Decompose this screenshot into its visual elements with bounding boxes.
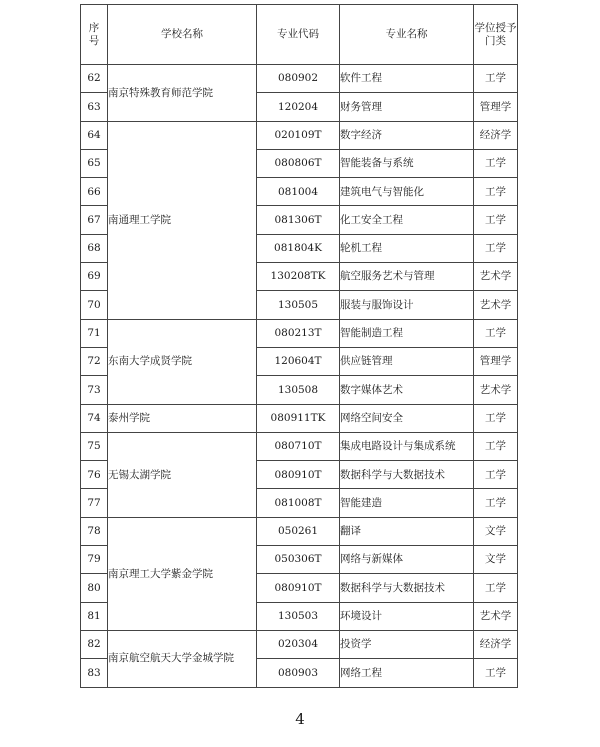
- table-body: [81, 65, 518, 688]
- row-major: 服装与服饰设计: [340, 291, 474, 319]
- row-code: 081004: [257, 178, 340, 206]
- row-seq: 73: [81, 376, 108, 404]
- row-degree: 工学: [474, 461, 518, 489]
- row-major: 财务管理: [340, 93, 474, 121]
- row-code: 050261: [257, 517, 340, 545]
- row-school: 东南大学成贤学院: [108, 319, 257, 404]
- row-code: 130208TK: [257, 263, 340, 291]
- row-major: 投资学: [340, 630, 474, 658]
- row-degree: 艺术学: [474, 602, 518, 630]
- page-number: 4: [295, 710, 305, 728]
- row-degree: 经济学: [474, 121, 518, 149]
- row-major: 翻译: [340, 517, 474, 545]
- row-school: 南京特殊教育师范学院: [108, 65, 257, 122]
- row-major: 智能装备与系统: [340, 149, 474, 177]
- row-seq: 67: [81, 206, 108, 234]
- row-seq: 74: [81, 404, 108, 432]
- row-degree: 工学: [474, 574, 518, 602]
- header-seq-line1: 序: [88, 21, 100, 34]
- header-seq: [81, 5, 108, 65]
- table-row: [81, 319, 518, 347]
- row-major: 数据科学与大数据技术: [340, 461, 474, 489]
- row-major: 网络与新媒体: [340, 546, 474, 574]
- row-degree: 文学: [474, 517, 518, 545]
- row-seq: 66: [81, 178, 108, 206]
- table-row: [81, 630, 518, 658]
- row-seq: 64: [81, 121, 108, 149]
- header-degree: [474, 5, 518, 65]
- header-row: [81, 5, 518, 65]
- row-major: 智能制造工程: [340, 319, 474, 347]
- row-major: 集成电路设计与集成系统: [340, 432, 474, 460]
- row-code: 080911TK: [257, 404, 340, 432]
- row-seq: 83: [81, 659, 108, 687]
- header-degree-line2: 门类: [485, 34, 506, 47]
- row-seq: 69: [81, 263, 108, 291]
- row-major: 数据科学与大数据技术: [340, 574, 474, 602]
- row-seq: 76: [81, 461, 108, 489]
- table-row: [81, 404, 518, 432]
- row-seq: 81: [81, 602, 108, 630]
- row-degree: 工学: [474, 319, 518, 347]
- row-major: 环境设计: [340, 602, 474, 630]
- row-seq: 82: [81, 630, 108, 658]
- row-code: 080806T: [257, 149, 340, 177]
- row-code: 020304: [257, 630, 340, 658]
- row-major: 软件工程: [340, 65, 474, 93]
- row-seq: 75: [81, 432, 108, 460]
- row-major: 数字媒体艺术: [340, 376, 474, 404]
- row-school: 泰州学院: [108, 404, 257, 432]
- row-degree: 工学: [474, 149, 518, 177]
- row-seq: 71: [81, 319, 108, 347]
- row-code: 130505: [257, 291, 340, 319]
- row-code: 050306T: [257, 546, 340, 574]
- row-degree: 艺术学: [474, 291, 518, 319]
- majors-table: [80, 4, 518, 688]
- row-school: 无锡太湖学院: [108, 432, 257, 517]
- row-code: 081804K: [257, 234, 340, 262]
- table-row: [81, 121, 518, 149]
- row-seq: 80: [81, 574, 108, 602]
- row-seq: 77: [81, 489, 108, 517]
- table-header: [81, 5, 518, 65]
- row-school: 南京理工大学紫金学院: [108, 517, 257, 630]
- row-degree: 工学: [474, 206, 518, 234]
- row-code: 081008T: [257, 489, 340, 517]
- row-degree: 艺术学: [474, 376, 518, 404]
- row-degree: 工学: [474, 659, 518, 687]
- row-school: 南通理工学院: [108, 121, 257, 319]
- row-major: 数字经济: [340, 121, 474, 149]
- row-code: 130508: [257, 376, 340, 404]
- row-seq: 79: [81, 546, 108, 574]
- row-degree: 工学: [474, 404, 518, 432]
- row-code: 081306T: [257, 206, 340, 234]
- row-degree: 工学: [474, 234, 518, 262]
- row-code: 080910T: [257, 461, 340, 489]
- row-degree: 工学: [474, 178, 518, 206]
- row-seq: 70: [81, 291, 108, 319]
- row-seq: 63: [81, 93, 108, 121]
- row-seq: 72: [81, 347, 108, 375]
- row-code: 120604T: [257, 347, 340, 375]
- row-code: 020109T: [257, 121, 340, 149]
- row-major: 轮机工程: [340, 234, 474, 262]
- row-degree: 工学: [474, 489, 518, 517]
- row-degree: 管理学: [474, 347, 518, 375]
- row-code: 080910T: [257, 574, 340, 602]
- table-row: [81, 432, 518, 460]
- row-code: 130503: [257, 602, 340, 630]
- header-major: 专业名称: [340, 5, 474, 65]
- row-major: 航空服务艺术与管理: [340, 263, 474, 291]
- row-major: 建筑电气与智能化: [340, 178, 474, 206]
- row-major: 供应链管理: [340, 347, 474, 375]
- row-degree: 文学: [474, 546, 518, 574]
- table-row: [81, 65, 518, 93]
- row-seq: 78: [81, 517, 108, 545]
- row-degree: 艺术学: [474, 263, 518, 291]
- row-degree: 管理学: [474, 93, 518, 121]
- row-seq: 65: [81, 149, 108, 177]
- row-degree: 工学: [474, 432, 518, 460]
- header-seq-line2: 号: [88, 34, 100, 47]
- header-degree-line1: 学位授予: [474, 21, 517, 34]
- row-code: 080902: [257, 65, 340, 93]
- row-code: 080213T: [257, 319, 340, 347]
- row-degree: 工学: [474, 65, 518, 93]
- row-major: 网络工程: [340, 659, 474, 687]
- row-code: 080710T: [257, 432, 340, 460]
- header-code: 专业代码: [257, 5, 340, 65]
- row-code: 120204: [257, 93, 340, 121]
- row-degree: 经济学: [474, 630, 518, 658]
- row-school: 南京航空航天大学金城学院: [108, 630, 257, 687]
- row-seq: 62: [81, 65, 108, 93]
- table-row: [81, 517, 518, 545]
- row-code: 080903: [257, 659, 340, 687]
- row-major: 智能建造: [340, 489, 474, 517]
- row-seq: 68: [81, 234, 108, 262]
- row-major: 化工安全工程: [340, 206, 474, 234]
- header-school: 学校名称: [108, 5, 257, 65]
- row-major: 网络空间安全: [340, 404, 474, 432]
